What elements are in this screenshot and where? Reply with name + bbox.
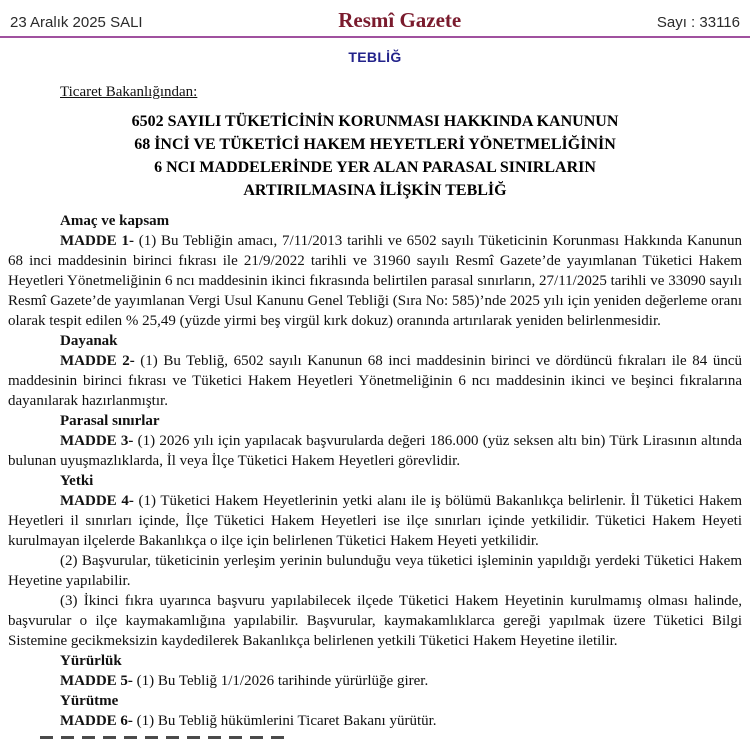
paragraph-text: (1) Bu Tebliğ hükümlerini Ticaret Bakanı yürütür. [132, 713, 437, 729]
article-lead: MADDE 3- [60, 433, 134, 449]
section-heading: Parasal sınırlar [60, 413, 160, 429]
paragraph-text: (1) Bu Tebliğin amacı, 7/11/2013 tarihli ve 6502 sayılı Tüketicinin Korunması Hakkında Kanunun 68 inci maddesinin birinci fıkrası ile 21/9/2022 tarihli ve 31960 sayılı Resmî Gazete’de yayımlanan Tüketici Hakem Heyetleri Yönetmeliğinin 6 ncı maddesinin ikinci fıkrasında belirtilen parasal sınırların, 27/11/2025 tarihli ve 33090 sayılı Resmî Gazete’de yayımlanan Vergi Usul Kanunu Genel Tebliği (Sıra No: 585)’nde 2025 yılı için yeniden değerleme oranı olarak tespit edilen % 25,49 (yüzde yirmi beş virgül kırk dokuz) oranında artırılarak yeniden belirlenmesidir. [8, 233, 743, 329]
paragraph-text: (1) Tüketici Hakem Heyetlerinin yetki alanı ile iş bölümü Bakanlıkça belirlenir. İl Tüketici Hakem Heyetleri il sınırları içinde, İlçe Tüketici Hakem Heyetleri ise ilçe sınırları içinde yetkilidir. Tüketici Hakem Heyeti kurulmayan ilçelerde Bakanlıkça o ilçe için belirlenen Tüketici Hakem Heyeti yetkilidir. [8, 493, 742, 549]
gazette-header [0, 0, 750, 31]
section-heading: Dayanak [60, 333, 118, 349]
doc-title [8, 110, 742, 202]
gazette-masthead: Resmî Gazete [338, 8, 462, 32]
paragraph [8, 591, 742, 651]
article-lead: MADDE 2- [60, 353, 135, 369]
article-lead: MADDE 5- [60, 673, 133, 689]
paragraph [8, 431, 742, 471]
document-body [8, 211, 742, 731]
paragraph-text: (2) Başvurular, tüketicinin yerleşim yerinin bulunduğu veya tüketici işleminin yapıldığı yerdeki Tüketici Hakem Heyetine yapılabilir. [8, 553, 742, 589]
doc-title-line: 6502 SAYILI TÜKETİCİNİN KORUNMASI HAKKINDA KANUNUN [131, 113, 619, 130]
section-heading: Yetki [60, 473, 94, 489]
article-lead: MADDE 4- [60, 493, 134, 509]
paragraph-text: (1) Bu Tebliğ, 6502 sayılı Kanunun 68 inci maddesinin birinci ve dördüncü fıkraları ile 84 üncü maddesinin birinci fıkrası ve Tüketici Hakem Heyetleri Yönetmeliğinin 6 ncı maddesinin ikinci ve beşinci fıkralarına dayanılarak hazırlanmıştır. [8, 353, 743, 409]
paragraph [8, 351, 742, 411]
paragraph [8, 711, 742, 731]
section-heading: Amaç ve kapsam [60, 213, 170, 229]
paragraph [8, 491, 742, 551]
doc-title-line: ARTIRILMASINA İLİŞKİN TEBLİĞ [243, 182, 507, 199]
paragraph-text: (1) 2026 yılı için yapılacak başvurularda değeri 186.000 (yüz seksen altı bin) Türk Lirasının altında bulunan uyuşmazlıklarda, İl veya İlçe Tüketici Hakem Heyetleri görevlidir. [8, 433, 742, 469]
article-lead: MADDE 6- [60, 713, 133, 729]
section-heading: Yürürlük [60, 653, 122, 669]
issuer-line: Ticaret Bakanlığından: [60, 84, 198, 100]
header-divider-rule [0, 36, 750, 38]
doc-title-line: 6 NCI MADDELERİNDE YER ALAN PARASAL SINIRLARIN [154, 159, 596, 176]
gazette-issue-number: Sayı : 33116 [656, 14, 740, 31]
paragraph [8, 231, 742, 331]
paragraph-text: (1) Bu Tebliğ 1/1/2026 tarihinde yürürlüğe girer. [132, 673, 429, 689]
section-heading: Yürütme [60, 693, 119, 709]
doc-title-line: 68 İNCİ VE TÜKETİCİ HAKEM HEYETLERİ YÖNETMELİĞİNİN [134, 136, 616, 153]
article-lead: MADDE 1- [60, 233, 134, 249]
gazette-date: 23 Aralık 2025 SALI [10, 14, 143, 31]
document-content [8, 84, 742, 731]
paragraph [8, 551, 742, 591]
gazette-section-label: TEBLİĞ [348, 49, 402, 65]
paragraph [8, 671, 742, 691]
paragraph-text: (3) İkinci fıkra uyarınca başvuru yapılabilecek ilçede Tüketici Hakem Heyetinin kurulmamış olması halinde, başvurular o ilçe kaymakamlığına yapılabilir. Başvurular, kaymakamlıklarca gereği yapılmak üzere Tüketici Bilgi Sistemine gecikmeksizin kaydedilerek Bakanlıkça belirlenen yetkili Tüketici Hakem Heyetine iletilir. [8, 593, 742, 649]
